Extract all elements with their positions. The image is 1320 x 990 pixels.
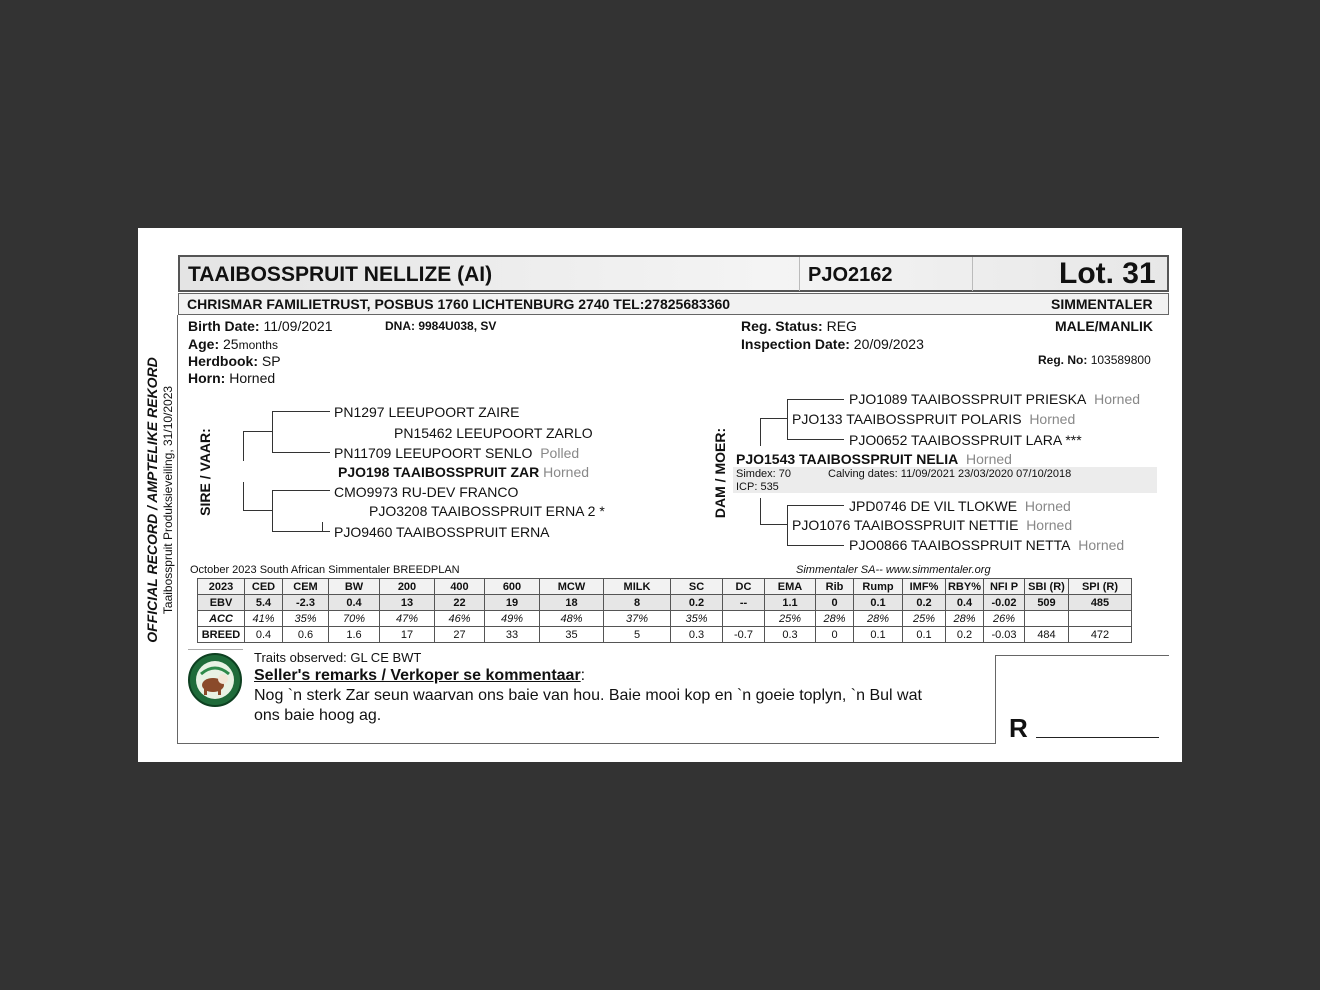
ebv-cell-16: -0.02 [984, 595, 1025, 611]
ebv-cell-8: 8 [604, 595, 671, 611]
acc-cell-17 [1025, 611, 1069, 627]
birth-date: Birth Date: 11/09/2021 [188, 318, 333, 334]
animal-name: TAAIBOSSPRUIT NELLIZE (AI) [188, 263, 493, 286]
headers-cell-1: CED [245, 579, 283, 595]
ebv-header-row [198, 579, 1132, 595]
dam-dam: PJO1076 TAAIBOSSPRUIT NETTIE Horned [792, 517, 1073, 533]
headers-cell-14: IMF% [903, 579, 946, 595]
ebv-cell-10: -- [723, 595, 765, 611]
sire-label: SIRE / VAAR: [197, 428, 213, 516]
acc-cell-4: 47% [380, 611, 435, 627]
breed-avg-row [198, 627, 1132, 643]
sire: PJO198 TAAIBOSSPRUIT ZAR Horned [338, 464, 590, 480]
breed-cell-18: 472 [1069, 627, 1132, 643]
animal-id: PJO2162 [808, 264, 893, 286]
ebv-cell-0: EBV [198, 595, 245, 611]
acc-cell-9: 35% [671, 611, 723, 627]
traits-observed: Traits observed: GL CE BWT [254, 650, 422, 665]
dna-info: DNA: 9984U038, SV [385, 319, 497, 333]
age: Age: 25months [188, 336, 278, 352]
sale-label: Taaibosspruit Produksieveiling, 31/10/2023 [161, 385, 175, 615]
ebv-cell-18: 485 [1069, 595, 1132, 611]
reg-number: Reg. No: 103589800 [1038, 353, 1151, 367]
sire-sire-sire: PN1297 LEEUPOORT ZAIRE [334, 404, 520, 420]
ebv-cell-5: 22 [435, 595, 485, 611]
breed-cell-3: 1.6 [329, 627, 380, 643]
price-mark: R [1009, 713, 1028, 743]
lot-number: Lot. 31 [1059, 257, 1156, 290]
headers-cell-13: Rump [854, 579, 903, 595]
icp: ICP: 535 [736, 481, 779, 493]
headers-cell-4: 200 [380, 579, 435, 595]
acc-cell-5: 46% [435, 611, 485, 627]
ebv-cell-13: 0.1 [854, 595, 903, 611]
acc-row [198, 611, 1132, 627]
acc-cell-12: 28% [816, 611, 854, 627]
ebv-cell-14: 0.2 [903, 595, 946, 611]
ebv-cell-6: 19 [485, 595, 540, 611]
ebv-row [198, 595, 1132, 611]
ebv-cell-3: 0.4 [329, 595, 380, 611]
ebv-cell-4: 13 [380, 595, 435, 611]
ebv-cell-12: 0 [816, 595, 854, 611]
ebv-cell-9: 0.2 [671, 595, 723, 611]
remarks-line-2: ons baie hoog ag. [254, 707, 382, 724]
breed-cell-17: 484 [1025, 627, 1069, 643]
breed-cell-10: -0.7 [723, 627, 765, 643]
sire-dam-sire: CMO9973 RU-DEV FRANCO [334, 484, 519, 500]
breed-cell-13: 0.1 [854, 627, 903, 643]
dam-sire-sire: PJO1089 TAAIBOSSPRUIT PRIESKA Horned [849, 391, 1141, 407]
acc-cell-15: 28% [946, 611, 984, 627]
headers-cell-7: MCW [540, 579, 604, 595]
breed-cell-4: 17 [380, 627, 435, 643]
headers-cell-5: 400 [435, 579, 485, 595]
acc-cell-14: 25% [903, 611, 946, 627]
calving-dates: Calving dates: 11/09/2021 23/03/2020 07/10/2018 [828, 468, 1072, 480]
breed-cell-6: 33 [485, 627, 540, 643]
sire-sire-dam: PN15462 LEEUPOORT ZARLO [394, 425, 593, 441]
breedplan-caption: October 2023 South African Simmentaler BREEDPLAN [190, 564, 460, 576]
breed-cell-16: -0.03 [984, 627, 1025, 643]
sire-dam-dam: PJO3208 TAAIBOSSPRUIT ERNA 2 * [369, 503, 605, 519]
dam-sire: PJO133 TAAIBOSSPRUIT POLARIS Horned [792, 411, 1076, 427]
headers-cell-10: DC [723, 579, 765, 595]
headers-cell-0: 2023 [198, 579, 245, 595]
horn-status: Horn: Horned [188, 370, 276, 386]
headers-cell-3: BW [329, 579, 380, 595]
simdex: Simdex: 70 [736, 468, 792, 480]
acc-cell-13: 28% [854, 611, 903, 627]
reg-status: Reg. Status: REG [741, 318, 857, 334]
headers-cell-15: RBY% [946, 579, 984, 595]
headers-cell-2: CEM [283, 579, 329, 595]
acc-cell-16: 26% [984, 611, 1025, 627]
breed-cell-14: 0.1 [903, 627, 946, 643]
title-bar [178, 255, 1169, 292]
breed-cell-15: 0.2 [946, 627, 984, 643]
dam: PJO1543 TAAIBOSSPRUIT NELIA Horned [736, 451, 1012, 467]
official-record-label: OFFICIAL RECORD / AMPTELIKE REKORD [144, 357, 160, 643]
dam-dam-sire: JPD0746 DE VIL TLOKWE Horned [849, 498, 1071, 514]
breed-cell-1: 0.4 [245, 627, 283, 643]
ebv-cell-2: -2.3 [283, 595, 329, 611]
headers-cell-6: 600 [485, 579, 540, 595]
dam-sire-dam: PJO0652 TAAIBOSSPRUIT LARA *** [849, 432, 1082, 448]
owner-bar [178, 293, 1169, 315]
breed-cell-7: 35 [540, 627, 604, 643]
breed-cell-9: 0.3 [671, 627, 723, 643]
headers-cell-17: SBI (R) [1025, 579, 1069, 595]
sire-sire: PN11709 LEEUPOORT SENLO Polled [334, 445, 580, 461]
dam-dam-dam: PJO0866 TAAIBOSSPRUIT NETTA Horned [849, 537, 1125, 553]
breed-cell-8: 5 [604, 627, 671, 643]
acc-cell-18 [1069, 611, 1132, 627]
headers-cell-11: EMA [765, 579, 816, 595]
breed-cell-12: 0 [816, 627, 854, 643]
acc-cell-0: ACC [198, 611, 245, 627]
herdbook: Herdbook: SP [188, 353, 281, 369]
acc-cell-2: 35% [283, 611, 329, 627]
owner-line: CHRISMAR FAMILIETRUST, POSBUS 1760 LICHTENBURG 2740 TEL:27825683360 [187, 296, 731, 312]
acc-cell-11: 25% [765, 611, 816, 627]
society-logo-icon [187, 652, 243, 708]
headers-cell-16: NFI P [984, 579, 1025, 595]
headers-cell-8: MILK [604, 579, 671, 595]
dam-label: DAM / MOER: [712, 427, 728, 519]
acc-cell-10 [723, 611, 765, 627]
remarks-line-1: Nog `n sterk Zar seun waarvan ons baie van hou. Baie mooi kop en `n goeie toplyn, `n Bul wat [254, 687, 922, 704]
breed-cell-0: BREED [198, 627, 245, 643]
remarks-heading: Seller's remarks / Verkoper se kommentaar: [254, 667, 586, 684]
price-line [1036, 737, 1159, 738]
headers-cell-12: Rib [816, 579, 854, 595]
ebv-cell-15: 0.4 [946, 595, 984, 611]
ebv-cell-1: 5.4 [245, 595, 283, 611]
acc-cell-1: 41% [245, 611, 283, 627]
acc-cell-7: 48% [540, 611, 604, 627]
breedplan-source: Simmentaler SA-- www.simmentaler.org [796, 564, 991, 576]
acc-cell-6: 49% [485, 611, 540, 627]
breed-cell-2: 0.6 [283, 627, 329, 643]
ebv-cell-11: 1.1 [765, 595, 816, 611]
breed-name: SIMMENTALER [1051, 296, 1153, 312]
breed-cell-11: 0.3 [765, 627, 816, 643]
headers-cell-18: SPI (R) [1069, 579, 1132, 595]
acc-cell-8: 37% [604, 611, 671, 627]
ebv-cell-7: 18 [540, 595, 604, 611]
sex: MALE/MANLIK [1055, 318, 1153, 334]
inspection-date: Inspection Date: 20/09/2023 [741, 336, 924, 352]
breed-cell-5: 27 [435, 627, 485, 643]
sire-dam: PJO9460 TAAIBOSSPRUIT ERNA [334, 524, 550, 540]
ebv-table [197, 578, 1132, 643]
acc-cell-3: 70% [329, 611, 380, 627]
headers-cell-9: SC [671, 579, 723, 595]
ebv-cell-17: 509 [1025, 595, 1069, 611]
